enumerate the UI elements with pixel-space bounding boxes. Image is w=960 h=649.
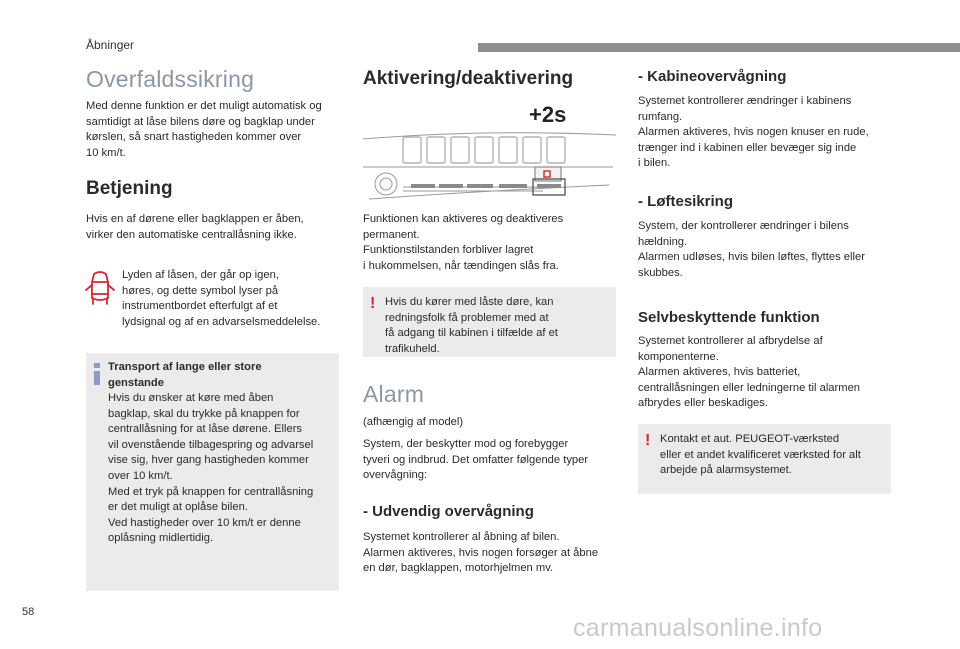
alarm-description: System, der beskytter mod og forebygger tyveri og indbrud. Det omfatter følgende typer overvågning: — [363, 438, 589, 482]
info-icon — [93, 363, 101, 385]
cabin-monitoring-text: Systemet kontrollerer ændringer i kabinens rumfang. Alarmen aktiveres, hvis nogen knuser en rude, trænger ind i kabinen eller bevæger sig inde i bilen. — [638, 95, 869, 170]
section-label: Åbninger — [86, 38, 135, 52]
title-overfaldssikring: Overfaldssikring — [86, 66, 255, 92]
hold-duration-label: +2s — [529, 102, 567, 127]
alarm-model-note: (afhængig af model) — [363, 416, 464, 428]
title-alarm: Alarm — [363, 381, 425, 407]
lift-protection-text: System, der kontrollerer ændringer i bilens hældning. Alarmen udløses, hvis bilen løftes, flyttes eller skubbes. — [638, 220, 865, 279]
intro-text: Med denne funktion er det muligt automatisk og samtidigt at låse bilens døre og bagklap under kørslen, så snart hastigheden kommer over 10 km/t. — [86, 100, 322, 159]
operation-text: Hvis en af dørene eller bagklappen er åben, virker den automatiske centrallåsning ikke. — [86, 213, 304, 241]
activation-text: Funktionen kan aktiveres og deaktiveres permanent. Funktionstilstanden forbliver lagret i hukommelsen, når tændingen slås fra. — [363, 213, 564, 272]
warning-workshop-text: Kontakt et aut. PEUGEOT-værksted eller et andet kvalificeret værksted for alt arbejde på alarmsystemet. — [660, 433, 861, 477]
info-box-body: Hvis du ønsker at køre med åben bagklap, skal du trykke på knappen for centrallåsning for at låse dørene. Ellers vil ovenstående tilbagespring og advarsel vise sig, hver gang hastigheden kommer over 10 km/t. Med et tryk på knappen for centrallåsning er det muligt at oplåse bilen. Ved hastigheder over 10 km/t er denne oplåsning midlertidig. — [108, 392, 314, 545]
heading-betjening: Betjening — [86, 178, 173, 199]
heading-lift-protection: - Løftesikring — [638, 193, 734, 210]
header-bar — [478, 43, 960, 52]
heading-cabin-monitoring: - Kabineovervågning — [638, 68, 787, 85]
warning-exclamation-icon: ! — [645, 432, 651, 449]
exterior-monitoring-text: Systemet kontrollerer al åbning af bilen. Alarmen aktiveres, hvis nogen forsøger at åbne en dør, bagklappen, motorhjelmen mv. — [363, 531, 599, 575]
warning-box-workshop — [638, 424, 891, 494]
watermark: carmanualsonline.info — [573, 614, 823, 642]
warning-exclamation-icon: ! — [370, 295, 376, 312]
warning-box-rescue — [363, 287, 616, 357]
central-locking-illustration — [363, 127, 616, 200]
heading-aktivering: Aktivering/deaktivering — [363, 68, 574, 89]
self-protection-text: Systemet kontrollerer al afbrydelse af komponenterne. Alarmen aktiveres, hvis batteriet, centrallåsningen eller ledningerne til alarmen afbrydes eller beskadiges. — [638, 335, 861, 410]
info-box — [86, 353, 339, 591]
icon-description: Lyden af låsen, der går op igen, høres, og dette symbol lyser på instrumentbordet efterfulgt af et lydsignal og af en advarselsmeddelelse. — [122, 269, 321, 328]
heading-exterior-monitoring: - Udvendig overvågning — [363, 503, 534, 520]
open-door-car-icon — [84, 268, 116, 308]
info-box-title: Transport af lange eller store genstande — [108, 361, 262, 389]
warning-rescue-text: Hvis du kører med låste døre, kan redningsfolk få problemer med at få adgang til kabinen i tilfælde af et trafikuheld. — [385, 296, 558, 355]
page-number: 58 — [22, 606, 35, 618]
heading-self-protection: Selvbeskyttende funktion — [638, 309, 820, 326]
